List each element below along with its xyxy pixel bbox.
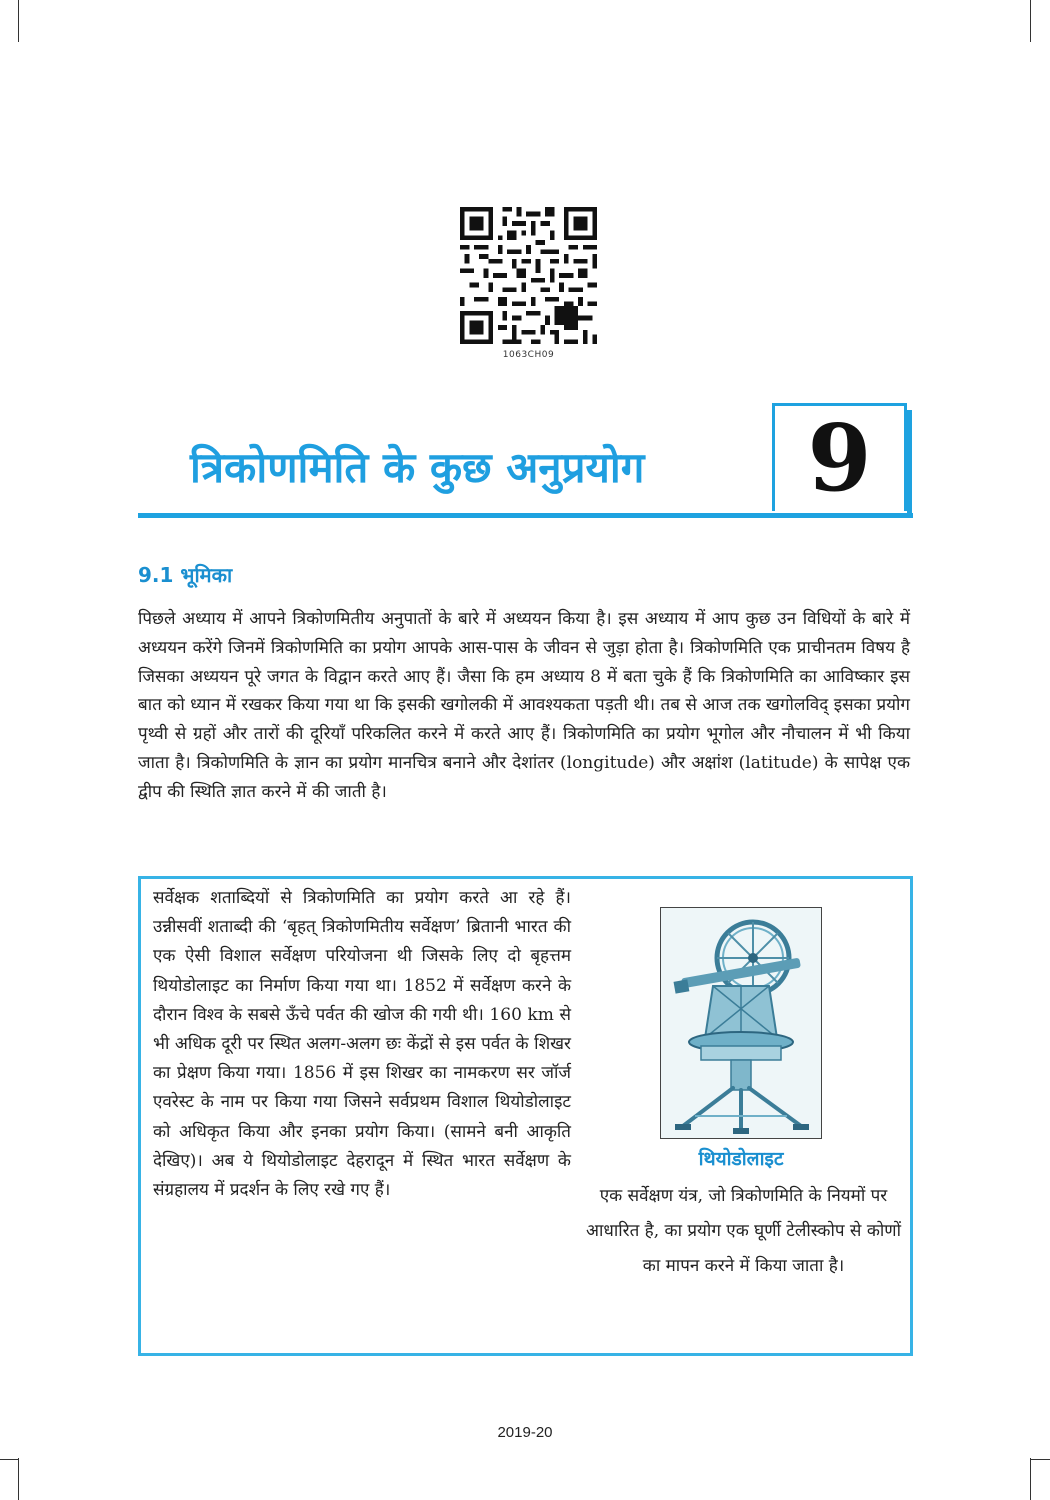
qr-block xyxy=(460,207,597,360)
chapter-number: 9 xyxy=(807,404,872,512)
crop-mark xyxy=(18,1458,19,1500)
crop-mark xyxy=(1030,1458,1031,1500)
intro-paragraph: पिछले अध्याय में आपने त्रिकोणमितीय अनुपातों के बारे में अध्ययन किया है। इस अध्याय में आप कुछ उन विधियों के बारे में अध्ययन करेंगे जिनमें त्रिकोणमिति का प्रयोग आपके आस-पास के जीवन से जुड़ा होता है। त्रिकोणमिति एक प्राचीनतम विषय है जिसका अध्ययन पूरे जगत के विद्वान करते आए हैं। जैसा कि हम अध्याय 8 में बता चुके हैं कि त्रिकोणमिति का आविष्कार इस बात को ध्यान में रखकर किया गया था कि इसकी खगोलकी में आवश्यकता पड़ती थी। तब से आज तक खगोलविद् इसका प्रयोग पृथ्वी से ग्रहों और तारों की दूरियाँ परिकलित करने में करते आए हैं। त्रिकोणमिति का प्रयोग भूगोल और नौचालन में भी किया जाता है। त्रिकोणमिति के ज्ञान का प्रयोग मानचित्र बनाने और देशांतर (longitude) और अक्षांश (latitude) के सापेक्ष एक द्वीप की स्थिति ज्ञात करने में की जाती है। xyxy=(138,609,910,802)
chapter-title: त्रिकोणमिति के कुछ अनुप्रयोग xyxy=(190,443,645,492)
chapter-number-box xyxy=(772,403,907,511)
qr-code-label: 1063CH09 xyxy=(502,350,555,360)
page-footer-year: 2019-20 xyxy=(497,1424,553,1441)
theodolite-illustration-icon xyxy=(661,908,821,1138)
section-heading: 9.1 भूमिका xyxy=(138,563,233,587)
figure-label: थियोडोलाइट xyxy=(698,1148,784,1170)
qr-code-icon[interactable] xyxy=(460,207,597,344)
box-text: सर्वेक्षक शताब्दियों से त्रिकोणमिति का प्रयोग करते आ रहे हैं। उन्नीसवीं शताब्दी की ‘बृहत् त्रिकोणमितीय सर्वेक्षण’ ब्रितानी भारत की एक ऐसी विशाल सर्वेक्षण परियोजना थी जिसके लिए दो बृहत्तम थियोडोलाइट का निर्माण किया गया था। 1852 में सर्वेक्षण करने के दौरान विश्व के सबसे ऊँचे पर्वत की खोज की गयी थी। 160 km से भी अधिक दूरी पर स्थित अलग-अलग छः केंद्रों से इस पर्वत के शिखर का प्रेक्षण किया गया। 1856 में इस शिखर का नामकरण सर जॉर्ज एवरेस्ट के नाम पर किया गया जिसने सर्वप्रथम विशाल थियोडोलाइट को अधिकृत किया और इनका प्रयोग किया। (सामने बनी आकृति देखिए)। अब ये थियोडोलाइट देहरादून में स्थित भारत सर्वेक्षण के संग्रहालय में प्रदर्शन के लिए रखे गए हैं। xyxy=(153,888,571,1201)
figure-caption: एक सर्वेक्षण यंत्र, जो त्रिकोणमिति के नियमों पर आधारित है, का प्रयोग एक घूर्णी टेलीस्कोप से कोणों का मापन करने में किया जाता है। xyxy=(586,1186,901,1276)
figure-frame xyxy=(660,907,822,1139)
crop-mark xyxy=(18,0,19,42)
crop-mark xyxy=(1031,1459,1050,1460)
crop-mark xyxy=(0,1459,18,1460)
crop-mark xyxy=(1030,0,1031,42)
chapter-underline xyxy=(138,513,913,518)
info-box xyxy=(138,876,913,1356)
